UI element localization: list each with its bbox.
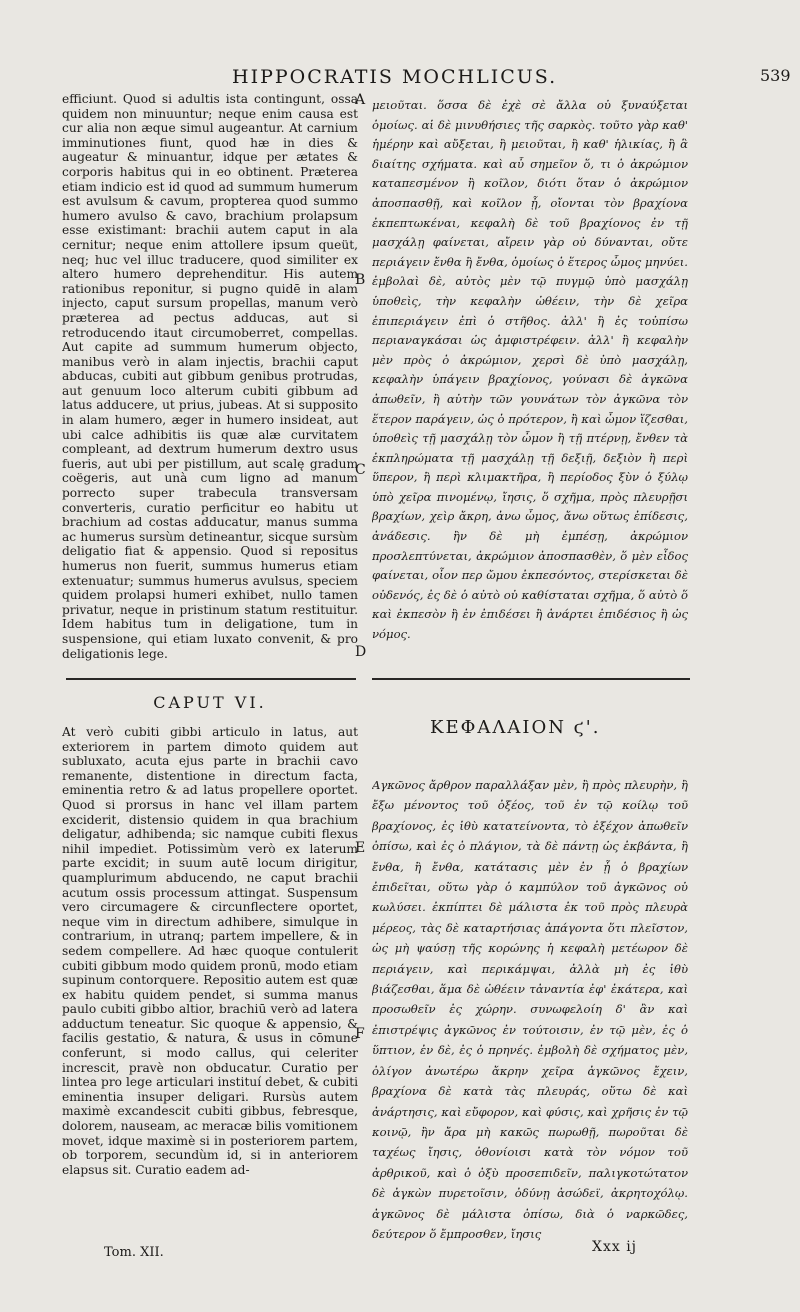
footer-volume: Tom. XII. xyxy=(104,1245,164,1260)
chapter-title-greek: ΚΕΦΑΛΑΙΟΝ ϛ'. xyxy=(430,717,601,738)
running-header-title: HIPPOCRATIS MOCHLICUS. xyxy=(232,66,558,88)
signature-mark: Xxx ij xyxy=(592,1239,638,1255)
page-number: 539 xyxy=(760,66,791,85)
margin-letter-d: D xyxy=(355,644,367,660)
margin-letter-e: E xyxy=(355,840,366,856)
greek-text-bottom: Αγκῶνος ἄρθρον παραλλάξαν μὲν, ἢ πρὸς πλευρὴν, ἢ ἔξω μένοντος τοῦ ὀξέος, τοῦ ἐν τῷ κοίλῳ τοῦ βραχίονος, ἐς ἰθὺ κατατείνοντα, τὸ ἐξέχον ἀπωθεῖν ὀπίσω, καὶ ἐς ὁ πλάγιον, τὰ δὲ πάντῃ ὡς ἐκβάντα, ἢ ἔνθα, ἢ ἔνθα, κατάτασις μὲν ἐν ᾗ ὁ βραχίων ἐπιδεῖται, οὕτω γὰρ ὁ καμπύλον τοῦ ἀγκῶνος οὐ κωλύσει. ἐκπίπτει δὲ μάλιστα ἐκ τοῦ πρὸς πλευρὰ μέρεος, τὰς δὲ καταρτήσιας ἀπάγοντα ὅτι πλεῖστον, ὡς μὴ ψαύσῃ τῆς κορώνης ἡ κεφαλὴ μετέωρον δὲ περιάγειν, καὶ περικάμψαι, ἀλλὰ μὴ ἐς ἰθὺ βιάζεσθαι, ἅμα δὲ ὠθέειν τἀναντία ἐφ' ἑκάτερα, καὶ προσωθεῖν ἐς χώρην. συνωφελοίη δ' ἂν καὶ ἐπιστρέψις ἀγκῶνος ἐν τούτοισιν, ἐν τῷ μὲν, ἐς ὁ ὕπτιον, ἐν δὲ, ἐς ὁ πρηνές. ἐμβολὴ δὲ σχήματος μὲν, ὀλίγον ἀνωτέρω ἄκρην χεῖρα ἀγκῶνος ἔχειν, βραχίονα δὲ κατὰ τὰς πλευράς, οὕτω δὲ καὶ ἀνάρτησις, καὶ εὔφορον, καὶ φύσις, καὶ χρῆσις ἐν τῷ κοινῷ, ἢν ἄρα μὴ κακῶς πωρωθῇ, πωροῦται δὲ ταχέως ἴησις, ὀθονίοισι κατὰ τὸν νόμον τοῦ ἀρθρικοῦ, καὶ ὁ ὀξὺ προσεπιδεῖν, παλιγκοτώτατον δὲ ἀγκὼν πυρετοῖσιν, ὀδύνῃ ἀσώδεϊ, ἀκρητοχόλῳ. ἀγκῶνος δὲ μάλιστα ὀπίσω, διὰ ὁ ναρκῶδες, δεύτερον ὅ ἔμπροσθεν, ἴησις xyxy=(372,778,688,1241)
chapter-title-latin: CAPUT VI. xyxy=(153,693,267,712)
section-rule-right xyxy=(372,678,690,680)
greek-text-top: μειοῦται. ὅσσα δὲ ἐχὲ σὲ ἄλλα οὐ ξυναύξεται ὁμοίως. αἱ δὲ μινυθήσιες τῆς σαρκὸς. τοῦτο γὰρ καθ' ἡμέρην καὶ αὔξεται, ἢ μειοῦται, ἢ καθ' ἡλικίας, ἢ ἃ διαίτης σχήματα. καὶ αὖ σημεῖον ὅ, τι ὁ ἀκρώμιον καταπεσμένον ἢ κοῖλον, διότι ὅταν ὁ ἀκρώμιον ἀποσπασθῇ, καὶ κοῖλον ᾖ, οἴονται τὸν βραχίονα ἐκπεπτωκέναι, κεφαλὴ δὲ τοῦ βραχίονος ἐν τῇ μασχάλῃ φαίνεται, αἴρειν γὰρ οὐ δύνανται, οὔτε περιάγειν ἔνθα ἢ ἔνθα, ὁμοίως ὁ ἕτερος ὦμος μηνύει. ἐμβολαὶ δὲ, αὐτὸς μὲν τῷ πυγμῷ ὑπὸ μασχάλῃ ὑποθεὶς, τὴν κεφαλὴν ὠθέειν, τὴν δὲ χεῖρα ἐπιπεριάγειν ἐπὶ ὁ στῆθος. ἀλλ' ἢ ἐς τοὐπίσω περιαναγκάσαι ὡς ἀμφιστρέφειν. ἀλλ' ἢ κεφαλὴν μὲν πρὸς ὁ ἀκρώμιον, χερσὶ δὲ ὑπὸ μασχάλῃ, κεφαλὴν ὑπάγειν βραχίονος, γούνασι δὲ ἀγκῶνα ἀπωθεῖν, ἢ αὐτὴν τῶν γουνάτων τὸν ἀγκῶνα τὸν ἕτερον παράγειν, ὡς ὁ πρότερον, ἢ καὶ ὦμον ἵζεσθαι, ὑποθεὶς τῇ μασχάλῃ τὸν ὦμον ἢ τῇ πτέρνῃ, ἔνθεν τὰ ἐκπληρώματα τῇ μασχάλῃ τῇ δεξιῇ, δεξιὸν ἢ περὶ ὕπερον, ἢ περὶ κλιμακτῆρα, ἢ περίοδος ξὺν ὁ ξύλῳ ὑπὸ χεῖρα πινομένῳ, ἴησις, ὅ σχῆμα, πρὸς πλευρῇσι βραχίων, χεὶρ ἄκρη, ἀνω ὦμος, ἄνω οὕτως ἐπίδεσις, ἀνάδεσις. ἢν δὲ μὴ ἐμπέσῃ, ἀκρώμιον προσλεπτύνεται, ἀκρώμιον ἀποσπασθὲν, ὅ μὲν εἶδος φαίνεται, οἷον περ ὤμου ἐκπεσόντος, στερίσκεται δὲ οὐδενός, ἐς δὲ ὁ αὐτὸ οὐ καθίσταται σχῆμα, ὅ αὐτὸ ὅ καὶ ἐκπεσὸν ἢ ἐν ἐπιδέσει ἢ ἀνάρτει ἐπιδέσιος ἢ ὡς νόμος. xyxy=(372,98,688,642)
margin-letter-b: B xyxy=(355,272,366,288)
latin-text-bottom: At verò cubiti gibbi articulo in latus, aut exteriorem in partem dimoto quidem aut subluxato, acuta ejus parte in brachii cavo remanente, distentione in directum facta, eminentia retro & ad latus propellere oportet. Quod si prorsus in hanc vel illam partem exciderit, distensio quidem in qua brachium deligatur, adhibenda; sic namque cubiti flexus nihil impediet. Potissimùm verò ex laterum parte excidit; in suum autē locum dirigitur, quamplurimum abducendo, ne caput brachii acutum ossis processum attingat. Suspensum vero circumagere & circunflectere oportet, neque vim in directum adhibere, simulque in contrarium, in utranq; partem impellere, & in sedem compellere. Ad hæc quoque contulerit cubiti gibbum modo quidem pronū, modo etiam supinum contorquere. Repositio autem est quæ ex habitu quidem pendet, si summa manus paulo cubiti gibbo altior, brachiū verò ad latera adductum teneatur. Sic quoque & appensio, & facilis gestatio, & natura, & usus in cōmune conferunt, si modo callus, qui celeriter increscit, pravè non obducatur. Curatio per lintea pro lege articulari instituí debet, & cubiti eminentia insuper deligari. Rursùs autem maximè excandescit cubiti gibbus, febresque, dolorem, nauseam, ac meracæ bilis vomitionem movet, idque maximè si in posteriorem partem, ob torporem, secundùm id, si in anteriorem elapsus sit. Curatio eadem ad- xyxy=(62,725,358,1177)
section-rule-left xyxy=(66,678,356,680)
margin-letter-a: A xyxy=(355,92,366,108)
latin-text-top: efficiunt. Quod si adultis ista contingunt, ossa quidem non minuuntur; neque enim causa est cur alia non æque simul augeantur. At carnium imminutiones fiunt, quod hæ in dies & augeatur & minuantur, idque per ætates & corporis habitus qui in eo obtinent. Præterea etiam indicio est id quod ad summum humerum est avulsum & cavum, propterea quod summo humero avulso & cavo, brachium prolapsum esse existimant: brachii autem caput in ala cernitur; neque enim attollere ipsum queüt, neq; huc vel illuc traducere, quod similiter ex altero humero deprehenditur. His autem rationibus reponitur, si pugno quidē in alam injecto, caput sursum propellas, manum verò præterea ad pectus adducas, aut si retroducendo itaut circumoberret, compellas. Aut capite ad summum humerum objecto, manibus verò in alam injectis, brachii caput abducas, cubiti aut gibbum genibus protrudas, aut genuum loco alterum cubiti gibbum ad latus adducere, ut prius, jubeas. At si supposito in alam humero, æger in humero insideat, aut ubi calce adhibitis iis quæ alæ curvitatem compleant, ad dextrum humerum dextro usus fueris, aut ubi per pistillum, aut scalę gradum coëgeris, aut unà cum ligno ad manum porrecto super trabecula transversam converteris, curatio perficitur eo habitu ut brachium ad costas adducatur, manus summa ac humerus sursùm detineantur, sicque sursùm deligatio fiat & appensio. Quod si repositus humerus non fuerit, summus humerus etiam extenuatur; summus humerus avulsus, speciem quidem prolapsi humeri exhibet, nullo tamen privatur, neque in pristinum statum restituitur. Idem habitus tum in deligatione, tum in suspensione, qui etiam luxato convenit, & pro deligationis lege. xyxy=(62,92,358,661)
margin-letter-f: F xyxy=(355,1026,365,1042)
margin-letter-c: C xyxy=(355,462,366,478)
